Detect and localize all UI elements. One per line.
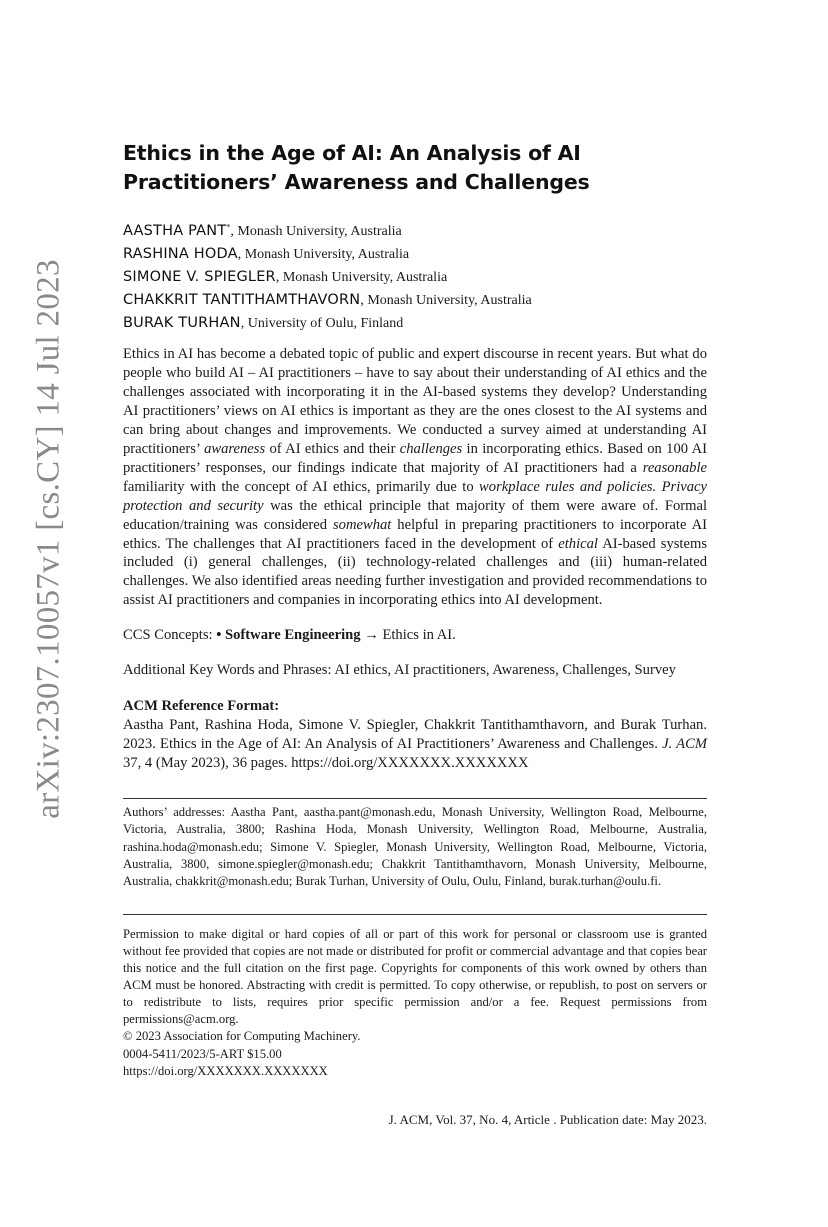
permission-divider [123, 914, 707, 915]
abstract-emphasis: challenges [399, 440, 463, 457]
permission-notice: Permission to make digital or hard copies of all or part of this work for personal or classroom use is granted without fee provided that copies are not made or distributed for profit or commercial advantage and that copies bear this notice and the full citation on the first page. Copyrights for components of this work owned by others than ACM must be honored. Abstracting with credit is permitted. To copy otherwise, or republish, to post on servers or to redistribute to lists, requires prior specific permission and/or a fee. Request permissions from permissions@acm.org. [123, 926, 707, 1027]
doi-line: https://doi.org/XXXXXXX.XXXXXXX [123, 1064, 328, 1079]
running-footer: J. ACM, Vol. 37, No. 4, Article . Publication date: May 2023. [388, 1112, 707, 1127]
copyright-line: © 2023 Association for Computing Machinery. [123, 1029, 361, 1044]
author-line [123, 312, 707, 335]
author-name: RASHINA HODA [123, 246, 238, 262]
author-line [123, 243, 707, 266]
acm-reference-heading: ACM Reference Format: [123, 698, 280, 715]
author-affiliation: , Monash University, Australia [275, 270, 448, 285]
author-name: CHAKKRIT TANTITHAMTHAVORN [123, 292, 361, 308]
issn-line: 0004-5411/2023/5-ART $15.00 [123, 1046, 282, 1061]
abstract-text: was the ethical principle that majority of them were aware of. Formal education/training was considered [123, 497, 708, 533]
paper-title: Ethics in the Age of AI: An Analysis of AI Practitioners’ Awareness and Challenges [123, 141, 590, 194]
reference-text: 37, 4 (May 2023), 36 pages. https://doi.org/XXXXXXX.XXXXXXX [123, 755, 529, 772]
abstract-emphasis: somewhat [332, 516, 392, 533]
footnote-divider [123, 798, 707, 799]
keywords: Additional Key Words and Phrases: AI ethics, AI practitioners, Awareness, Challenges, Survey [123, 662, 676, 679]
author-name: BURAK TURHAN [123, 315, 241, 331]
abstract-text: in incorporating ethics. Based on 100 AI practitioners’ responses, our findings indicate that majority of AI practitioners had a [123, 440, 707, 476]
reference-text: Aastha Pant, Rashina Hoda, Simone V. Spiegler, Chakkrit Tantithamthavorn, and Burak Turhan. 2023. Ethics in the Age of AI: An Analysis of AI Practitioners’ Awareness and Challenges. [123, 717, 707, 753]
author-affiliation: , University of Oulu, Finland [240, 316, 404, 331]
abstract-emphasis: awareness [204, 440, 266, 457]
abstract-text: of AI ethics and their [265, 440, 400, 457]
paper-first-page [123, 139, 707, 1081]
ccs-bullet: • [216, 627, 226, 644]
abstract-text: helpful in preparing practitioners to incorporate AI ethics. The challenges that AI practitioners faced in the development of [123, 516, 707, 552]
author-name: SIMONE V. SPIEGLER [123, 269, 276, 285]
abstract-emphasis: workplace rules and policies. Privacy protection and security [123, 478, 707, 514]
arxiv-identifier: arXiv:2307.10057v1 [cs.CY] 14 Jul 2023 [30, 259, 67, 819]
arxiv-side-stamp [28, 246, 70, 832]
author-line [123, 220, 707, 243]
author-affiliation: , Monash University, Australia [360, 293, 532, 308]
ccs-category: Software Engineering [225, 627, 361, 644]
acm-reference-text [123, 716, 707, 773]
abstract-text: familiarity with the concept of AI ethics, primarily due to [123, 478, 480, 495]
authors-addresses: Authors’ addresses: Aastha Pant, aastha.pant@monash.edu, Monash University, Wellington Road, Melbourne, Victoria, Australia, 3800; Rashina Hoda, Monash University, Wellington Road, Melbourne, Australia, rashina.hoda@monash.edu; Simone V. Spiegler, Monash University, Wellington Road, Melbourne, Victoria, Australia, 3800, simone.spiegler@monash.edu; Chakkrit Tantithamthavorn, Monash University, Melbourne, Australia, chakkrit@monash.edu; Burak Turhan, University of Oulu, Oulu, Finland, burak.turhan@oulu.fi. [123, 805, 707, 888]
author-footnote-mark: * [226, 222, 231, 232]
ccs-label: CCS Concepts: [123, 627, 217, 644]
abstract-text: AI-based systems included (i) general challenges, (ii) technology-related challenges and (iii) human-related challenges. We also identified areas needing further investigation and provided recommendations to assist AI practitioners and companies in incorporating ethics into AI development. [123, 535, 707, 609]
ccs-concept: → Ethics in AI. [360, 627, 456, 644]
abstract-emphasis: reasonable [642, 459, 707, 476]
author-line [123, 266, 707, 289]
author-name: AASTHA PANT [123, 223, 227, 239]
abstract-text: Ethics in AI has become a debated topic of public and expert discourse in recent years. But what do people who build AI – AI practitioners – have to say about their understanding of AI ethics and the challenges associated with incorporating it in the AI-based systems they develop? Understanding AI practitioners’ views on AI ethics is important as they are the ones closest to the AI systems and can bring about changes and improvements. We conducted a survey aimed at understanding AI practitioners’ [123, 346, 707, 457]
abstract [123, 345, 707, 610]
author-list [123, 220, 707, 335]
author-affiliation: , Monash University, Australia [230, 224, 402, 239]
reference-journal: J. ACM [662, 736, 707, 753]
ccs-concepts [123, 626, 707, 645]
author-affiliation: , Monash University, Australia [237, 247, 410, 262]
author-line [123, 289, 707, 312]
abstract-emphasis: ethical [558, 535, 598, 552]
